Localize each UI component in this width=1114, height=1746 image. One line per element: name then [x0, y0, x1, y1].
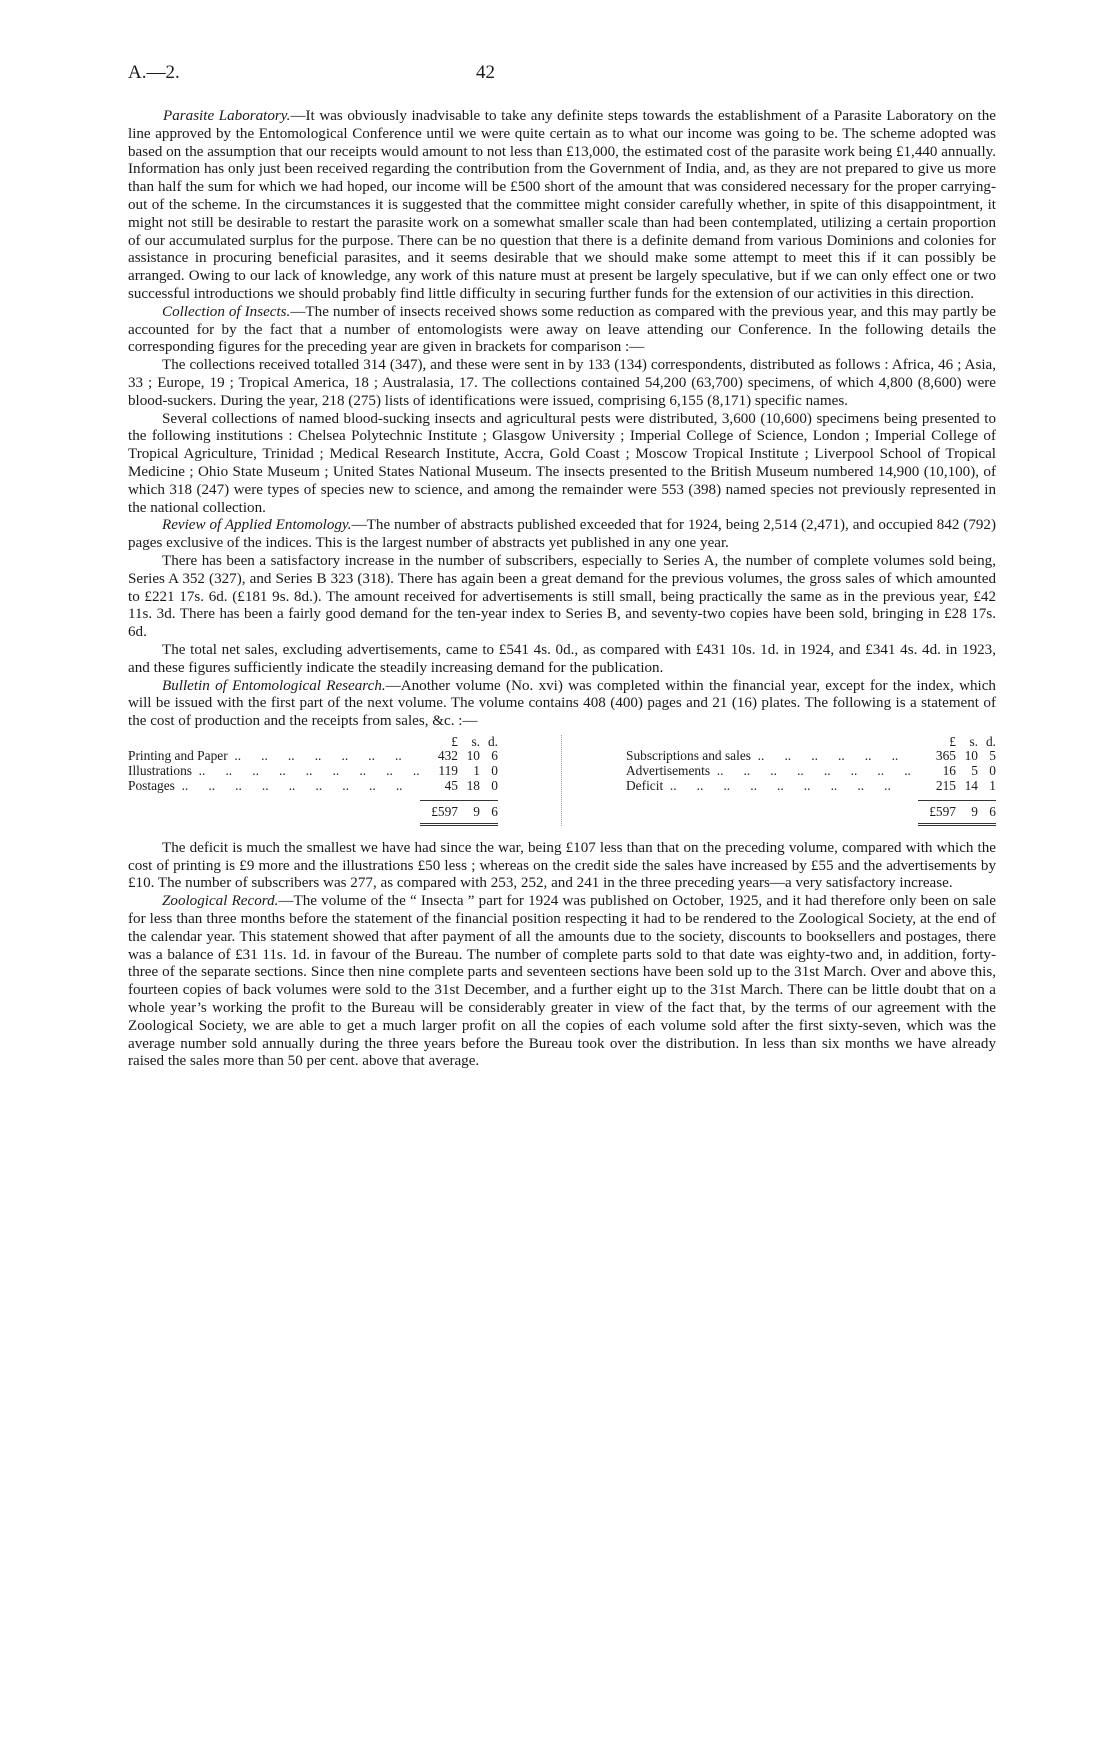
- paragraph-zoological-record: [128, 893, 996, 1071]
- statement-row: [626, 749, 996, 764]
- total-pounds: £597: [929, 804, 956, 820]
- statement-item: Illustrations ..: [128, 764, 420, 779]
- statement-item: Advertisements ..: [626, 764, 918, 779]
- pounds-heading: £: [451, 733, 458, 749]
- amount-shillings: 14: [964, 777, 978, 793]
- amount-shillings: 5: [971, 763, 978, 779]
- paragraph-deficit: [128, 840, 996, 893]
- total-shillings: 9: [971, 804, 978, 820]
- statement-item: Postages ..: [128, 779, 420, 794]
- paragraph-text: —It was obviously inadvisable to take any definite steps towards the establishment of a Parasite Laboratory on the line approved by the Entomological Conference until we were quite certain as to what our income was going to be. The scheme adopted was based on the assumption that our receipts would amount to not less than £13,000, the estimated cost of the parasite work being £1,440 annually. Information has only just been received regarding the contribution from the Government of India, and, as they are not prepared to give us more than half the sum for which we had hoped, our income will be £500 short of the amount that was considered necessary for the proper carrying-out of the scheme. In the circumstances it is suggested that the committee might consider carefully whether, in spite of this disappointment, it might not still be desirable to restart the parasite work on a somewhat smaller scale than had been contemplated, utilizing a certain proportion of our accumulated surplus for the purpose. There can be no question that there is a definite demand from various Dominions and colonies for assistance in procuring beneficial parasites, and it seems desirable that we should make some attempt to meet this if it can possibly be arranged. Owing to our lack of knowledge, any work of this nature must at present be largely speculative, but if we can only effect one or two successful introductions we should probably find little difficulty in securing further funds for the extension of our activities in this direction.: [128, 108, 996, 302]
- statement-row: [626, 779, 996, 794]
- total-pounds: £597: [431, 804, 458, 820]
- paragraph-heading: Parasite Laboratory.: [163, 108, 291, 124]
- paragraph-heading: Collection of Insects.: [162, 303, 291, 320]
- amount-shillings: 10: [466, 748, 480, 764]
- amount-pounds: 45: [444, 777, 458, 793]
- amount-shillings: 1: [473, 763, 480, 779]
- total-pence: 6: [989, 804, 996, 820]
- amount-pence: 0: [491, 763, 498, 779]
- amount-pence: 1: [989, 777, 996, 793]
- page-header: [128, 62, 996, 92]
- amount-pence: 0: [989, 763, 996, 779]
- amount-shillings: 18: [466, 777, 480, 793]
- shillings-heading: s.: [471, 733, 480, 749]
- paragraph-text: —The volume of the “ Insecta ” part for 1924 was published on October, 1925, and it had therefore only been on sale for less than three months before the statement of the financial position respecting it had to be rendered to the Zoological Society, at the end of the calendar year. This statement showed that after payment of all the amounts due to the society, discounts to booksellers and postages, there was a balance of £31 11s. 1d. in favour of the Bureau. The number of complete parts sold to that date was eighty-two and, in addition, forty-three of the separate sections. Since then nine complete parts and seventeen sections have been sold up to the 31st March. Over and above this, fourteen copies of back volumes were sold to the 31st December, and a further eight up to the 31st March. There can be little doubt that on a whole year’s working the profit to the Bureau will be considerably greater in view of the fact that, by the terms of our agreement with the Zoological Society, we are able to get a much larger profit on all the copies of each volume sold after the first sixty-seven, which was the average number sold annually during the three years before the Bureau took over the distribution. In less than six months we have already raised the sales more than 50 per cent. above that average.: [128, 893, 996, 1070]
- statement-row: [128, 779, 498, 794]
- expenditure-column: [128, 735, 498, 826]
- paragraph-collections-distributed: [128, 411, 996, 518]
- amount-pounds: 365: [935, 748, 956, 764]
- currency-header: [128, 735, 498, 750]
- shillings-heading: s.: [969, 733, 978, 749]
- paragraph-text: Several collections of named blood-sucking insects and agricultural pests were distributed, 3,600 (10,600) specimens being presented to the following institutions : Chelsea Polytechnic Institute ; Glasgow University ; Imperial College of Science, London ; Imperial College of Tropical Agriculture, Trinidad ; Medical Research Institute, Accra, Gold Coast ; Moscow Tropical Institute ; Liverpool School of Tropical Medicine ; Ohio State Museum ; United States National Museum. The insects presented to the British Museum numbered 14,900 (10,100), of which 318 (247) were types of species new to science, and among the remainder were 553 (398) named species not previously represented in the national collection.: [128, 410, 996, 516]
- page-body: [128, 108, 996, 1071]
- paragraph-text: The collections received totalled 314 (347), and these were sent in by 133 (134) correspondents, distributed as follows : Africa, 46 ; Asia, 33 ; Europe, 19 ; Tropical America, 18 ; Australasia, 17. The collections contained 54,200 (63,700) specimens, of which 4,800 (8,600) were blood-suckers. During the year, 218 (275) lists of identifications were issued, comprising 6,155 (8,171) specific names.: [128, 357, 996, 409]
- paragraph-subscribers: [128, 553, 996, 642]
- paragraph-collections-received: [128, 357, 996, 410]
- paragraph-text: There has been a satisfactory increase in the number of subscribers, especially to Series A, the number of complete volumes sold being, Series A 352 (327), and Series B 323 (318). There has again been a great demand for the previous volumes, the gross sales of which amounted to £221 17s. 6d. (£181 9s. 8d.). The amount received for advertisements is still small, being practically the same as in the previous year, £42 11s. 3d. There has been a fairly good demand for the ten-year index to Series B, and seventy-two copies have been sold, bringing in £28 17s. 6d.: [128, 552, 996, 641]
- amount-pounds: 215: [935, 777, 956, 793]
- paragraph-heading: Review of Applied Entomology.: [162, 517, 352, 534]
- amount-pounds: 16: [942, 763, 956, 779]
- statement-item: Printing and Paper ..: [128, 749, 420, 764]
- total-pence: 6: [491, 804, 498, 820]
- statement-row: [626, 764, 996, 779]
- pounds-heading: £: [949, 733, 956, 749]
- currency-header: [626, 735, 996, 750]
- column-divider: [561, 735, 563, 826]
- pence-heading: d.: [487, 733, 498, 749]
- receipts-column: [626, 735, 996, 826]
- amount-pounds: 432: [437, 748, 458, 764]
- statement-total: [128, 800, 498, 826]
- statement-item: Deficit ..: [626, 779, 918, 794]
- paragraph-parasite-laboratory: [128, 108, 996, 304]
- total-shillings: 9: [473, 804, 480, 820]
- paragraph-text: —The number of abstracts published exceeded that for 1924, being 2,514 (2,471), and occupied 842 (792) pages exclusive of the indices. This is the largest number of abstracts yet published in any one year.: [128, 517, 997, 552]
- document-reference: A.—2.: [128, 62, 180, 83]
- paragraph-heading: Zoological Record.: [162, 893, 279, 910]
- paragraph-text: —The number of insects received shows some reduction as compared with the previous year, and this may partly be accounted for by the fact that a number of entomologists were away on leave attending our Conference. In the following details the corresponding figures for the preceding year are given in brackets for comparison :—: [128, 303, 997, 356]
- statement-row: [128, 749, 498, 764]
- amount-pence: 6: [491, 748, 498, 764]
- paragraph-heading: Bulletin of Entomological Research.: [162, 677, 386, 694]
- paragraph-text: The deficit is much the smallest we have had since the war, being £107 less than that on the preceding volume, compared with which the cost of printing is £9 more and the illustrations £50 less ; whereas on the credit side the sales have increased by £55 and the advertisements by £10. The number of subscribers was 277, as compared with 253, 252, and 241 in the three preceding years—a very satisfactory increase.: [128, 839, 996, 892]
- amount-pence: 0: [491, 777, 498, 793]
- statement-item: Subscriptions and sales ..: [626, 749, 918, 764]
- amount-pence: 5: [989, 748, 996, 764]
- pence-heading: d.: [985, 733, 996, 749]
- page-number: 42: [476, 62, 495, 83]
- paragraph-review-applied-entomology: [128, 517, 996, 553]
- statement-row: [128, 764, 498, 779]
- paragraph-bulletin: [128, 678, 996, 731]
- paragraph-collection-of-insects: [128, 304, 996, 357]
- statement-total: [626, 800, 996, 826]
- financial-statement: [128, 735, 996, 826]
- amount-pounds: 119: [438, 763, 458, 779]
- paragraph-text: —Another volume (No. xvi) was completed within the financial year, except for the index, which will be issued with the first part of the next volume. The volume contains 408 (400) pages and 21 (16) plates. The following is a statement of the cost of production and the receipts from sales, &c. :—: [128, 677, 996, 730]
- amount-shillings: 10: [964, 748, 978, 764]
- paragraph-net-sales: [128, 642, 996, 678]
- paragraph-text: The total net sales, excluding advertisements, came to £541 4s. 0d., as compared with £431 10s. 1d. in 1924, and £341 4s. 4d. in 1923, and these figures sufficiently indicate the steadily increasing demand for the publication.: [128, 641, 996, 676]
